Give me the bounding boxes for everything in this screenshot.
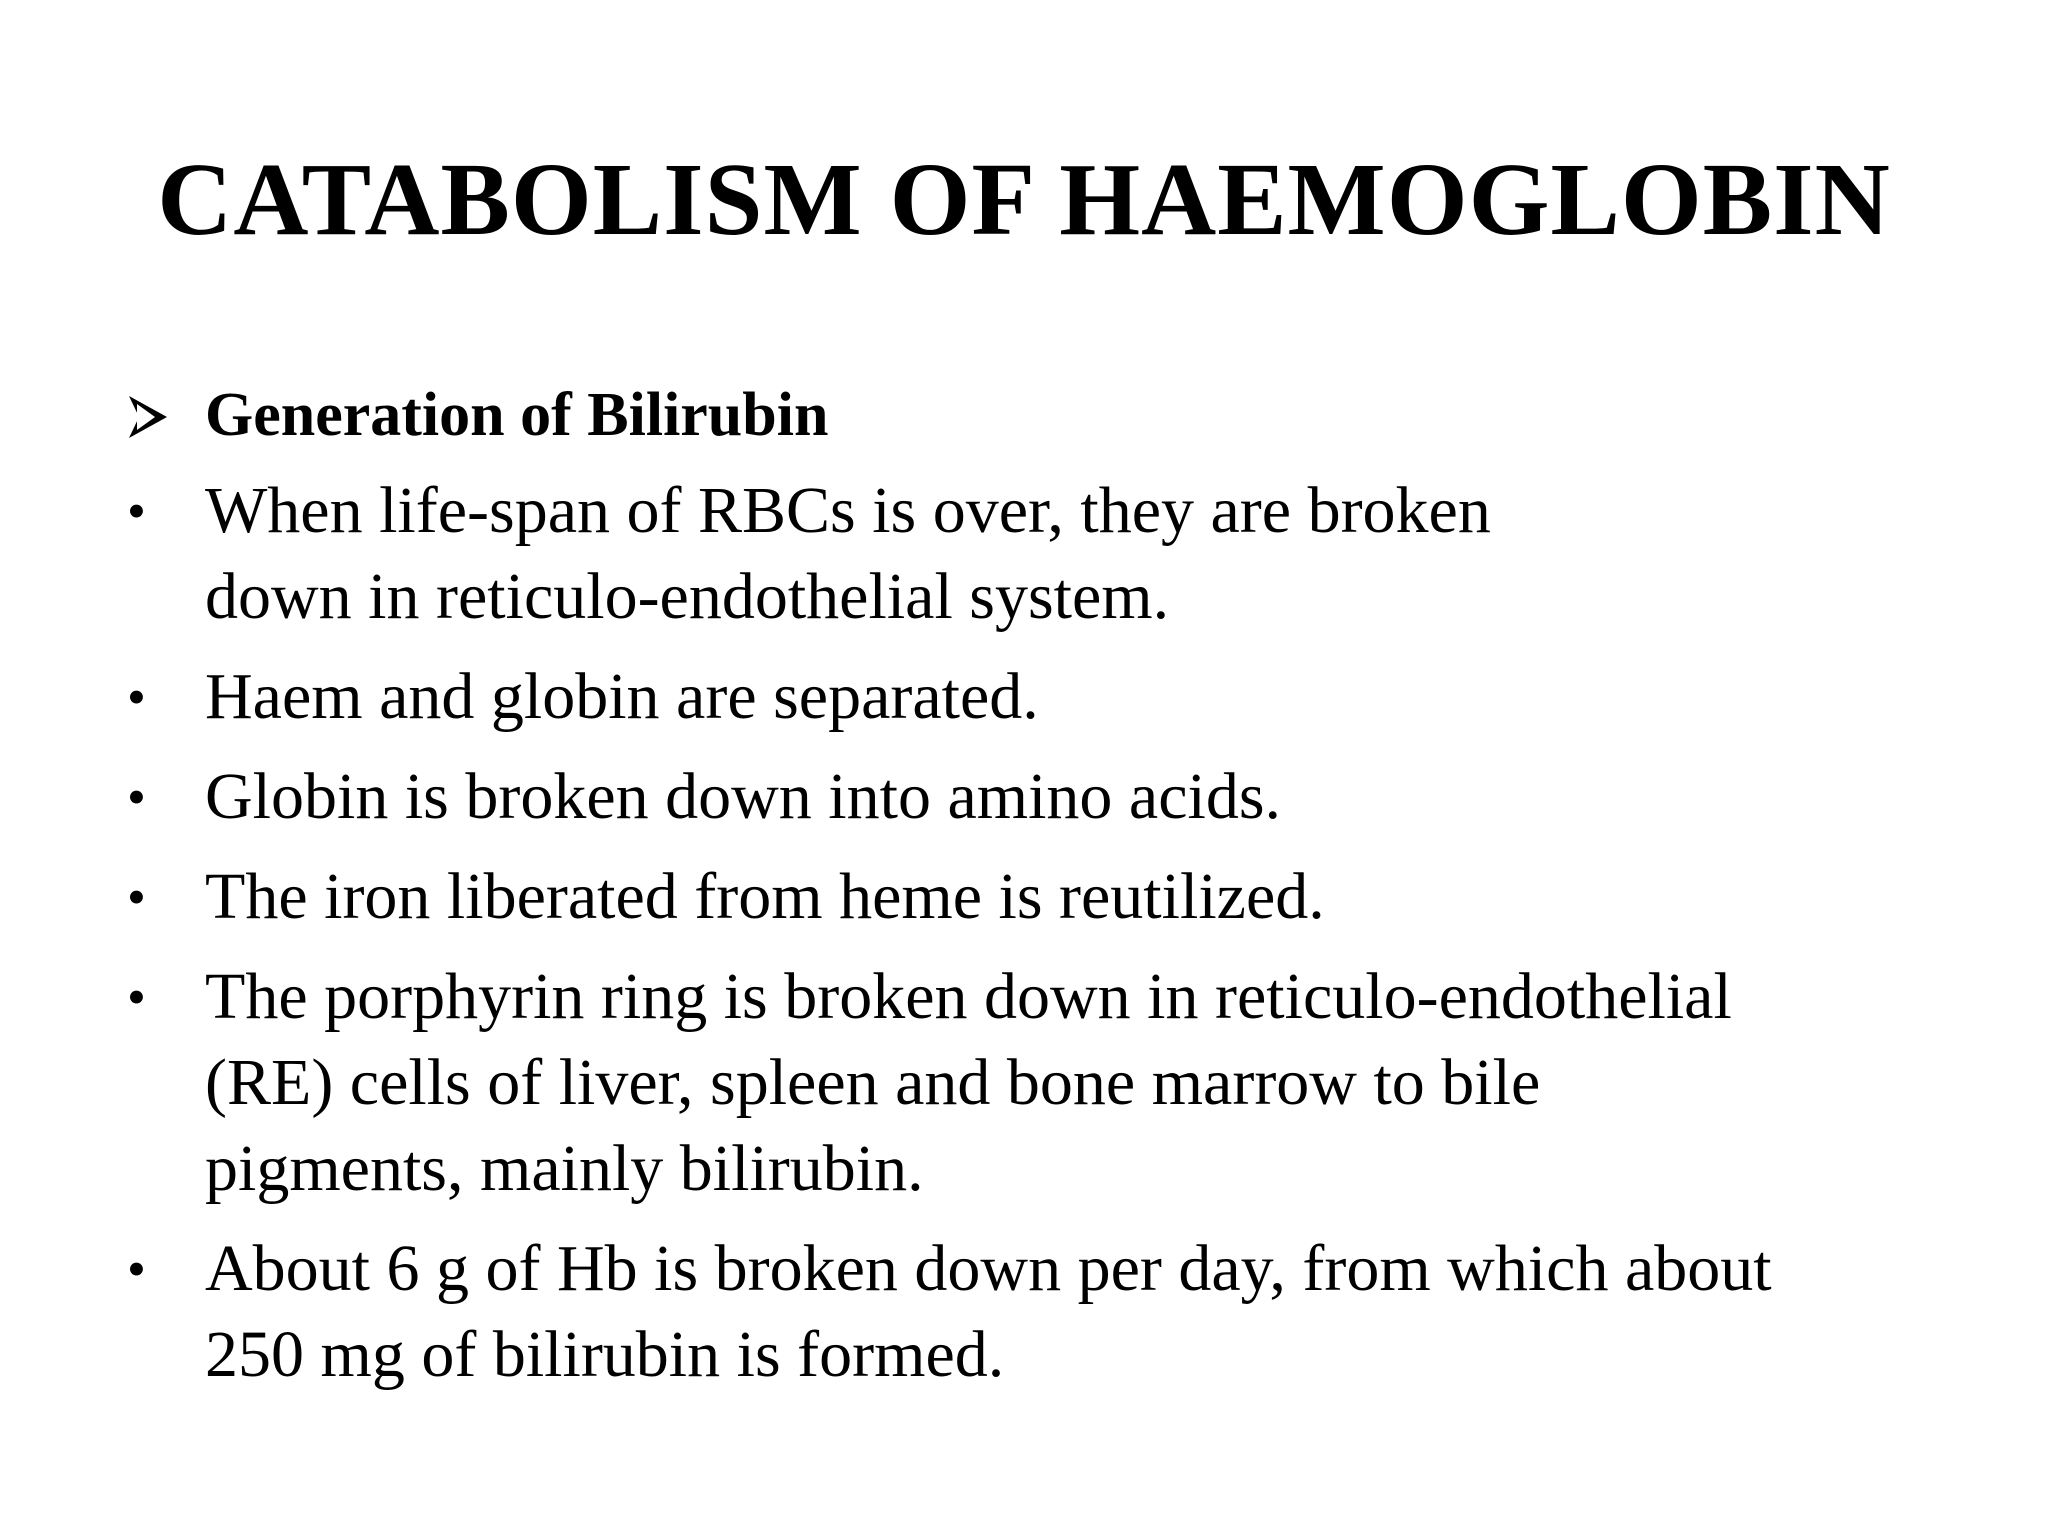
bullet-marker: • (127, 667, 146, 727)
bullet-line: 250 mg of bilirubin is formed. (205, 1318, 1005, 1391)
bullet-marker: • (127, 867, 146, 927)
bullet-line: When life-span of RBCs is over, they are broken (205, 474, 1491, 547)
bullet-line: pigments, mainly bilirubin. (205, 1132, 924, 1205)
bullet-line: Globin is broken down into amino acids. (205, 760, 1282, 833)
arrow-bullet-icon (125, 394, 169, 440)
slide-title: CATABOLISM OF HAEMOGLOBIN (157, 142, 1891, 257)
list-item (125, 754, 1945, 840)
list-item (125, 954, 1945, 1212)
bullet-line: (RE) cells of liver, spleen and bone marrow to bile (205, 1046, 1541, 1119)
list-item (125, 854, 1945, 940)
bullet-marker: • (127, 767, 146, 827)
list-item (125, 1226, 1945, 1398)
bullet-marker: • (127, 1239, 146, 1299)
slide-content (125, 370, 1945, 1412)
list-item (125, 468, 1945, 640)
bullet-marker: • (127, 481, 146, 541)
bullet-line: down in reticulo-endothelial system. (205, 560, 1170, 633)
section-heading: Generation of Bilirubin (205, 381, 829, 449)
bullet-line: Haem and globin are separated. (205, 660, 1039, 733)
bullet-marker: • (127, 967, 146, 1027)
bullet-line: The porphyrin ring is broken down in reticulo-endothelial (205, 960, 1732, 1033)
bullet-line: About 6 g of Hb is broken down per day, from which about (205, 1232, 1772, 1305)
list-item (125, 654, 1945, 740)
section-heading-item (125, 370, 1945, 460)
bullet-line: The iron liberated from heme is reutilized. (205, 860, 1325, 933)
